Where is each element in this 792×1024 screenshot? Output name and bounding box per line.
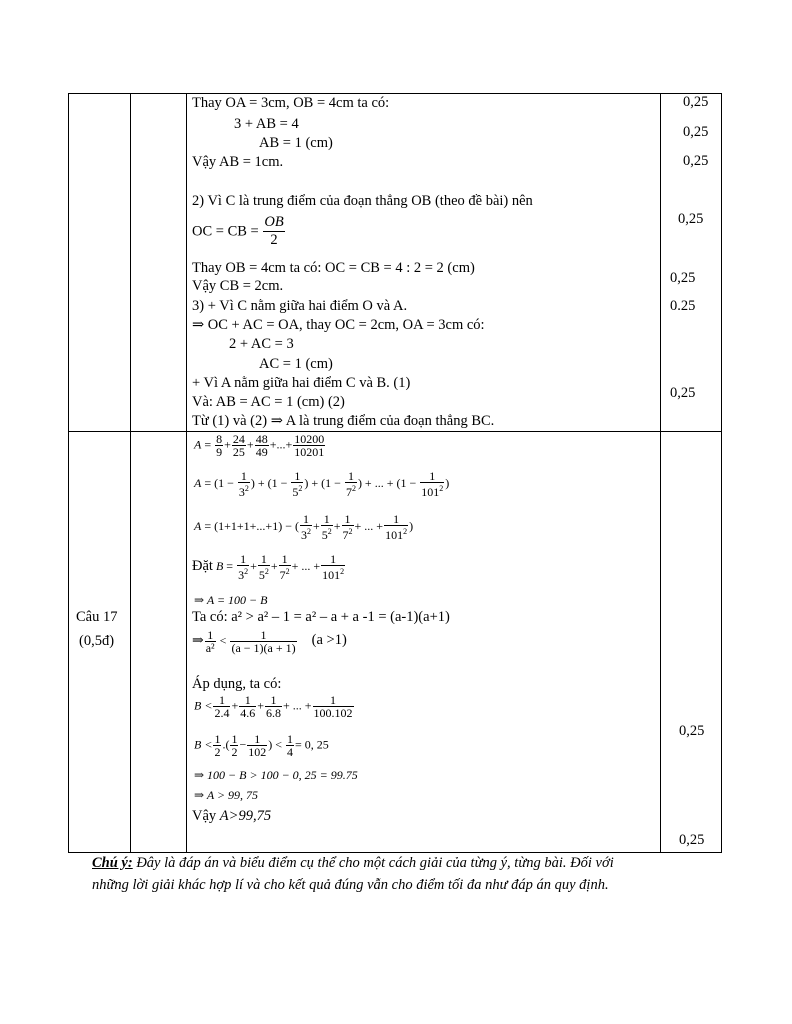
score: 0,25 — [670, 270, 696, 286]
solution-line: Ta có: a² > a² – 1 = a² – a + a -1 = (a-1)(a+1) — [192, 609, 450, 625]
table-col-line-4 — [660, 93, 661, 853]
solution-line: Từ (1) và (2) ⇒ A là trung điểm của đoạn thẳng BC. — [192, 413, 495, 429]
solution-line: Vậy AB = 1cm. — [192, 154, 284, 170]
solution-line: AB = 1 (cm) — [259, 135, 333, 151]
score: 0,25 — [679, 832, 705, 848]
question-label: Câu 17 — [76, 609, 118, 625]
solution-line: 2) Vì C là trung điểm của đoạn thẳng OB (theo đề bài) nên — [192, 193, 533, 209]
formula-a-rewrite: A = (1 − $\frac{1}{3^2}$ ) + (1 − $\frac{1}{5^2}$ ) + (1 − $\frac{1}{7^2}$ ) + ... + (1 − $\frac{1}{101^2}$ ) — [194, 469, 450, 499]
score: 0,25 — [678, 211, 704, 227]
formula-difference: ⇒ 100 − B > 100 − 0, 25 = 99.75 — [194, 768, 358, 782]
score: 0.25 — [670, 298, 696, 314]
table-col-line-2 — [130, 93, 131, 853]
solution-line: AC = 1 (cm) — [259, 356, 333, 372]
conclusion-line: Vậy A>99,75 — [192, 808, 272, 824]
solution-line: 3 + AB = 4 — [234, 116, 299, 132]
footnote-label: Chú ý: — [92, 855, 133, 871]
question-points: (0,5đ) — [79, 633, 115, 649]
table-col-line-5 — [721, 93, 722, 853]
formula-a-equals: ⇒ A = 100 − B — [194, 593, 268, 607]
solution-line: 3) + Vì C nằm giữa hai điểm O và A. — [192, 298, 408, 314]
formula-define-b: Đặt B = $\frac{1}{3^2}$ + $\frac{1}{5^2}$ + $\frac{1}{7^2}$ + ... + $\frac{1}{101^2}$ — [192, 552, 345, 582]
score: 0,25 — [683, 153, 709, 169]
solution-line-fraction: OC = CB = $\frac{OB}{2}$ — [192, 214, 284, 248]
formula-b-bound: B < $\frac{1}{2.4}$ + $\frac{1}{4.6}$ + $\frac{1}{6.8}$ + ... + $\frac{1}{100.102}$ — [194, 693, 353, 720]
score: 0,25 — [670, 385, 696, 401]
formula-inequality: ⇒ $\frac{1}{\text{a²}}$ < $\frac{1}{(a - 1)(a + 1)}$ (a >1) — [192, 628, 347, 655]
solution-line: Thay OA = 3cm, OB = 4cm ta có: — [192, 95, 390, 111]
solution-line: + Vì A nằm giữa hai điểm C và B. (1) — [192, 375, 411, 391]
solution-line: 2 + AC = 3 — [229, 336, 294, 352]
table-col-line-1 — [68, 93, 69, 853]
formula-b-estimate: B < $\frac{1}{2}$ .( $\frac{1}{2}$ − $\frac{1}{102}$ ) < $\frac{1}{4}$ = 0, 25 — [194, 732, 329, 759]
score: 0,25 — [683, 94, 709, 110]
formula-a-grouped: A = (1+1+1+...+1) − ( $\frac{1}{3^2}$ + $\frac{1}{5^2}$ + $\frac{1}{7^2}$ + ... + $\frac{1}{101^2}$ ) — [194, 512, 414, 542]
formula-a-sum: A = $\frac{8}{9}$ + $\frac{24}{25}$ + $\frac{48}{49}$ +...+ $\frac{10200}{10201}$ — [194, 432, 325, 459]
formula-a-lower-bound: ⇒ A > 99, 75 — [194, 788, 259, 802]
table-border-top — [68, 93, 722, 94]
footnote: Chú ý: Đây là đáp án và biểu điểm cụ thể cho một cách giải của từng ý, từng bài. Đối với những lời giải khác hợp lí và cho kết quả đúng vẫn cho điểm tối đa như đáp án quy định. — [92, 855, 614, 893]
solution-line: Vậy CB = 2cm. — [192, 278, 284, 294]
table-border-middle — [68, 431, 722, 432]
solution-line: Và: AB = AC = 1 (cm) (2) — [192, 394, 345, 410]
solution-line: Áp dụng, ta có: — [192, 676, 282, 692]
solution-line: Thay OB = 4cm ta có: OC = CB = 4 : 2 = 2 (cm) — [192, 260, 475, 276]
table-col-line-3 — [186, 93, 187, 853]
solution-line: ⇒ OC + AC = OA, thay OC = 2cm, OA = 3cm có: — [192, 317, 485, 333]
score: 0,25 — [683, 124, 709, 140]
score: 0,25 — [679, 723, 705, 739]
